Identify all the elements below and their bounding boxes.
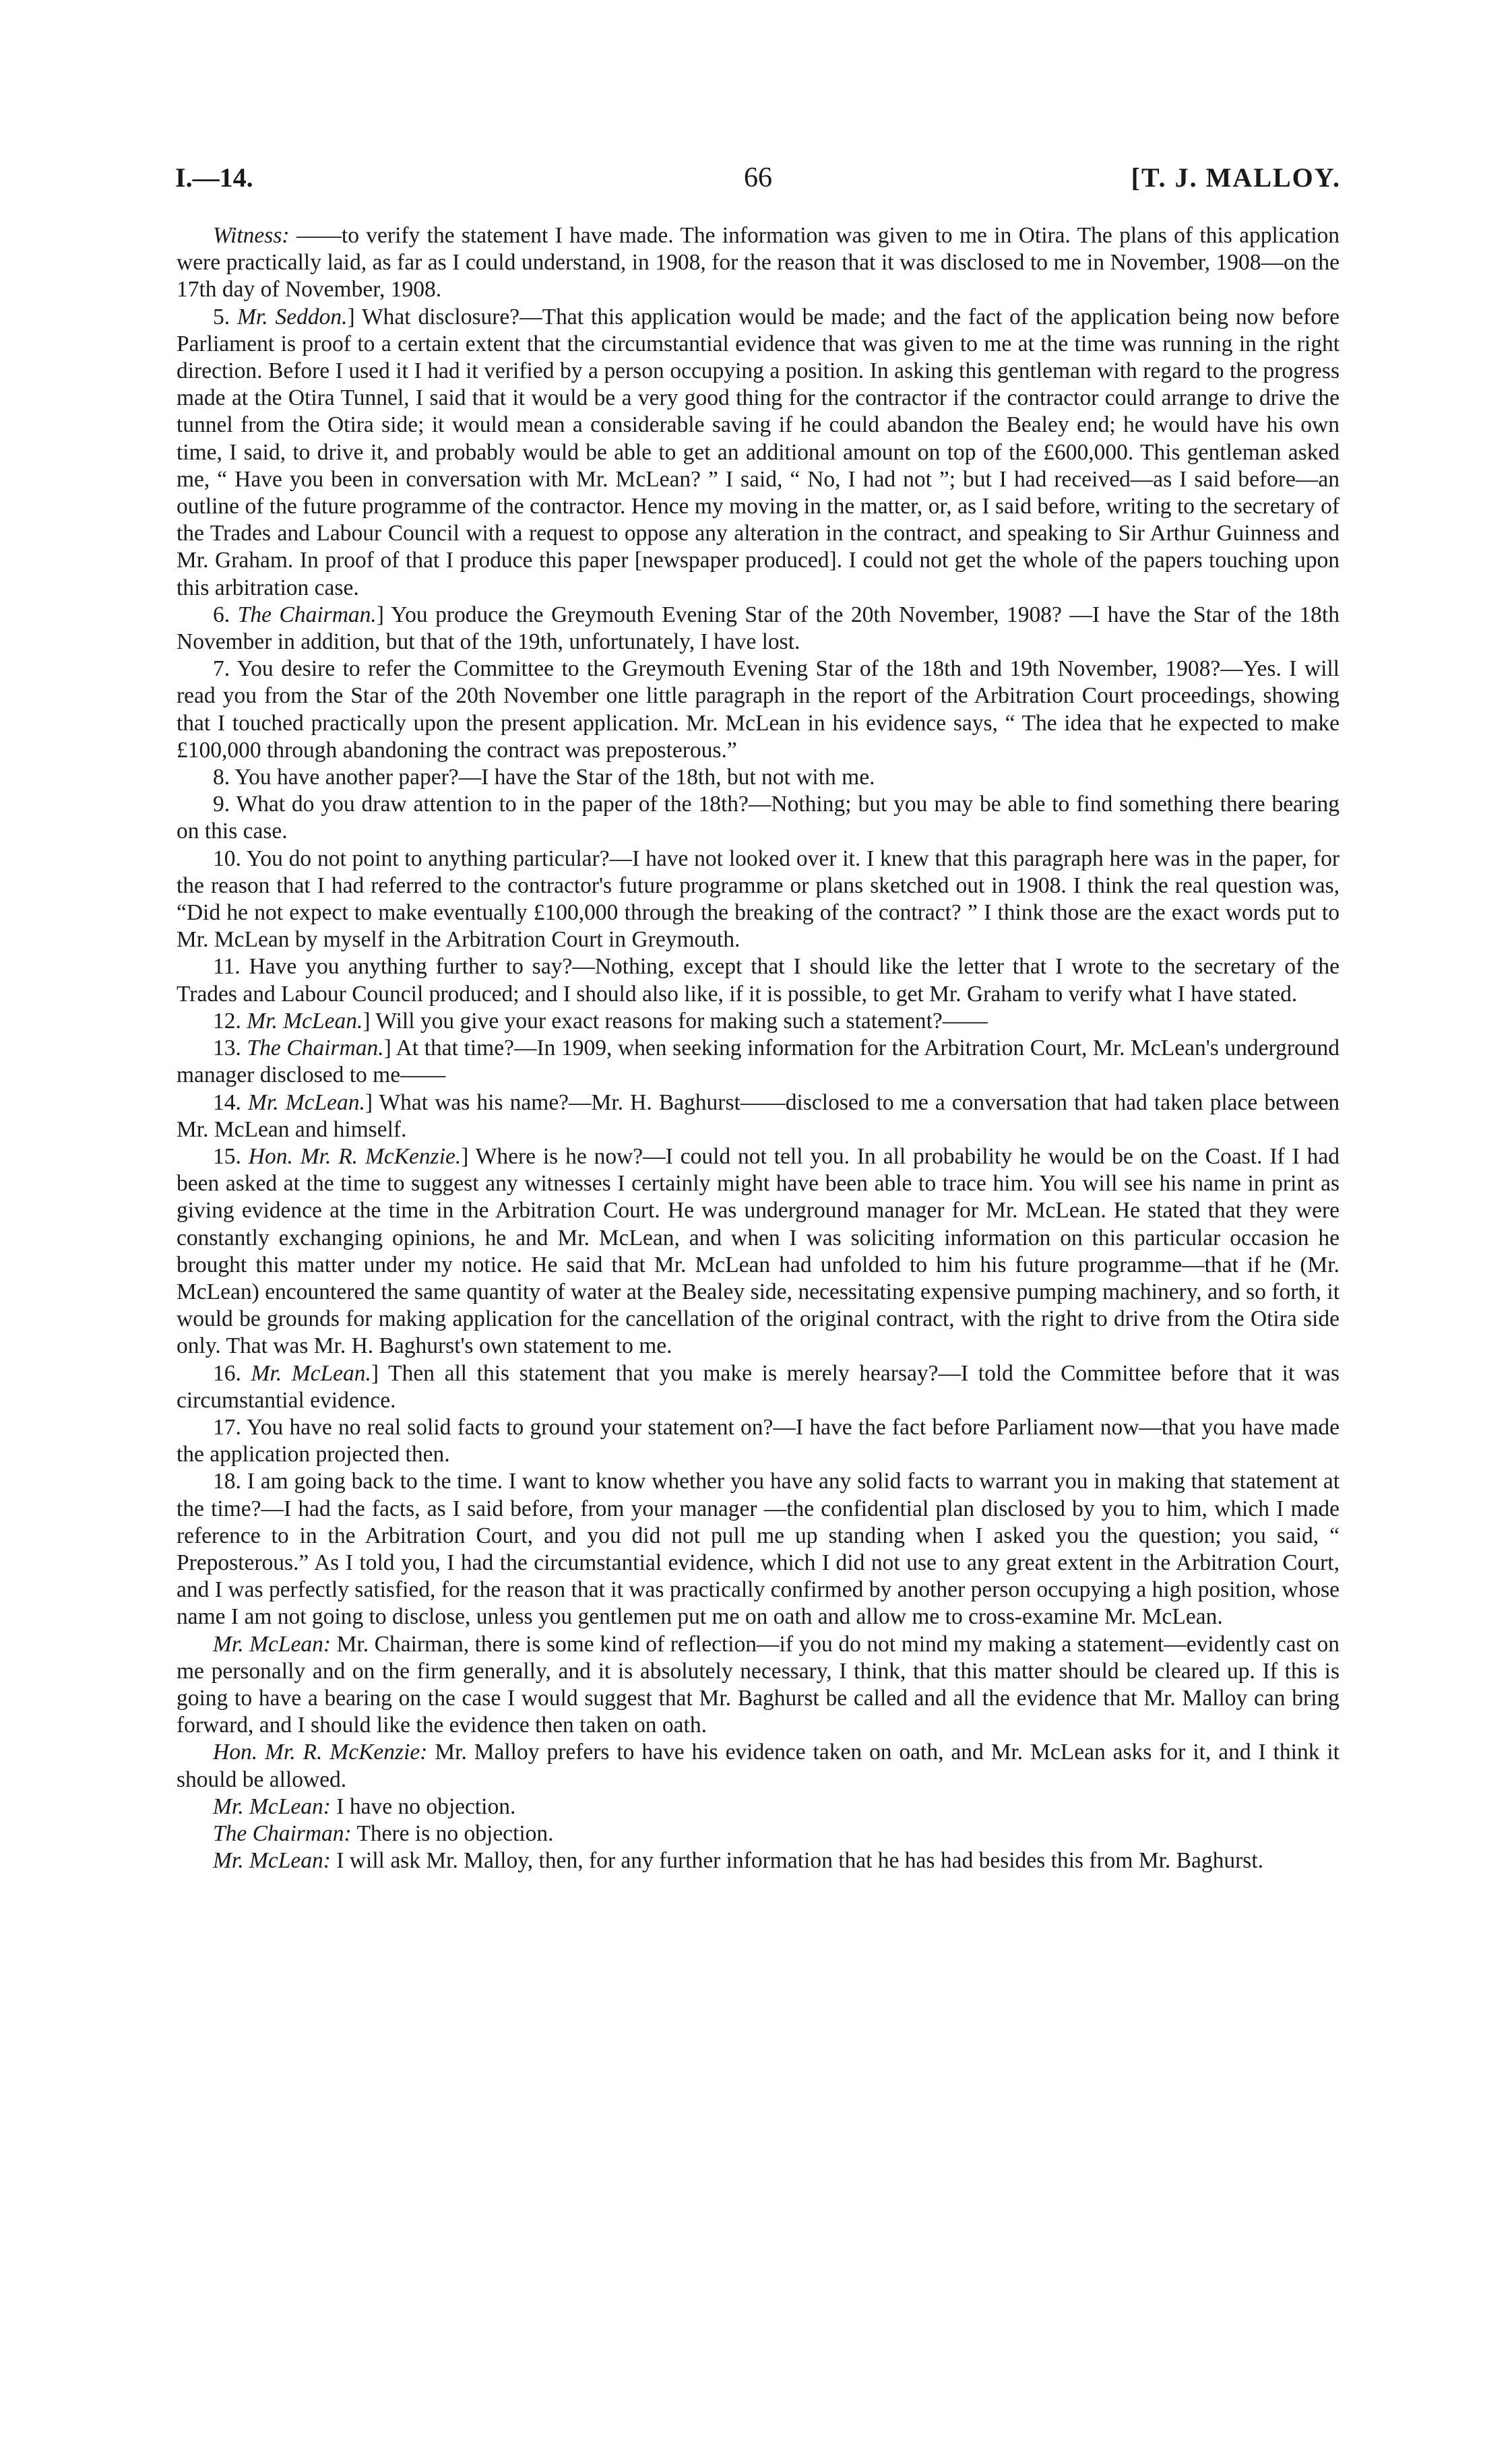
testimony-body	[177, 222, 1340, 1874]
paragraph: 12. Mr. McLean.] Will you give your exact reasons for making such a statement?——	[213, 1008, 988, 1034]
paragraph: The Chairman: There is no objection.	[213, 1820, 554, 1846]
paragraph: 18. I am going back to the time. I want to know whether you have any solid facts to warrant you in making that statement at the time?—I had the facts, as I said before, from your manager —the confidential plan disclosed by you to him, which I made reference to in the Arbitration Court, and you did not pull me up standing when I asked you the question; you said, “ Preposterous.” As I told you, I had the circumstantial evidence, which I did not use to any great extent in the Arbitration Court, and I was perfectly satisfied, for the reason that it was practically confirmed by another person occupying a high position, whose name I am not going to disclose, unless you gentlemen put me on oath and allow me to cross-examine Mr. McLean.	[177, 1469, 1340, 1630]
paragraph: 9. What do you draw attention to in the paper of the 18th?—Nothing; but you may be able to find something there bearing on this case.	[177, 792, 1340, 844]
paragraph: 10. You do not point to anything particular?—I have not looked over it. I knew that this paragraph here was in the paper, for the reason that I had referred to the contractor's future programme or plans sketched out in 1908. I think the real question was, “Did he not expect to make eventually £100,000 through the breaking of the contract? ” I think those are the exact words put to Mr. McLean by myself in the Arbitration Court in Greymouth.	[177, 846, 1340, 953]
witness-name-header: [T. J. MALLOY.	[1131, 162, 1341, 193]
paragraph: 16. Mr. McLean.] Then all this statement that you make is merely hearsay?—I told the Committee before that it was circumstantial evidence.	[177, 1360, 1340, 1413]
paragraph: 11. Have you anything further to say?—Nothing, except that I should like the letter that I wrote to the secretary of the Trades and Labour Council produced; and I should also like, if it is possible, to get Mr. Graham to verify what I have stated.	[177, 954, 1340, 1007]
paragraph: 14. Mr. McLean.] What was his name?—Mr. H. Baghurst——disclosed to me a conversation that had taken place between Mr. McLean and himself.	[177, 1089, 1340, 1142]
paragraph: Mr. McLean: I will ask Mr. Malloy, then, for any further information that he has had besides this from Mr. Baghurst.	[213, 1848, 1264, 1874]
document-reference: I.—14.	[175, 162, 253, 193]
paragraph: 13. The Chairman.] At that time?—In 1909, when seeking information for the Arbitration Court, Mr. McLean's underground manager disclosed to me——	[177, 1036, 1340, 1088]
paragraph: 5. Mr. Seddon.] What disclosure?—That this application would be made; and the fact of the application being now before Parliament is proof to a certain extent that the circumstantial evidence that was given to me at the time was running in the right direction. Before I used it I had it verified by a person occupying a position. In asking this gentleman with regard to the progress made at the Otira Tunnel, I said that it would be a very good thing for the contractor if the contractor could arrange to drive the tunnel from the Otira side; it would mean a considerable saving if he could abandon the Bealey end; he would have his own time, I said, to drive it, and probably would be able to get an additional amount on top of the £600,000. This gentleman asked me, “ Have you been in conversation with Mr. McLean? ” I said, “ No, I had not ”; but I had received—as I said before—an outline of the future programme of the contractor. Hence my moving in the matter, or, as I said before, writing to the secretary of the Trades and Labour Council with a request to oppose any alteration in the contract, and speaking to Sir Arthur Guinness and Mr. Graham. In proof of that I produce this paper [newspaper produced]. I could not get the whole of the papers touching upon this arbitration case.	[177, 304, 1340, 600]
paragraph: 7. You desire to refer the Committee to the Greymouth Evening Star of the 18th and 19th November, 1908?—Yes. I will read you from the Star of the 20th November one little paragraph in the report of the Arbitration Court proceedings, showing that I touched practically upon the present application. Mr. McLean in his evidence says, “ The idea that he expected to make £100,000 through abandoning the contract was preposterous.”	[177, 656, 1340, 763]
paragraph: Witness: ——to verify the statement I have made. The information was given to me in Otira. The plans of this application were practically laid, as far as I could understand, in 1908, for the reason that it was disclosed to me in November, 1908—on the 17th day of November, 1908.	[177, 223, 1340, 303]
paragraph: 15. Hon. Mr. R. McKenzie.] Where is he now?—I could not tell you. In all probability he would be on the Coast. If I had been asked at the time to suggest any witnesses I certainly might have been able to trace him. You will see his name in print as giving evidence at the time in the Arbitration Court. He was underground manager for Mr. McLean. He stated that they were constantly exchanging opinions, he and Mr. McLean, and when I was soliciting information on this particular occasion he brought this matter under my notice. He said that Mr. McLean had unfolded to him his future programme—that if he (Mr. McLean) encountered the same quantity of water at the Bealey side, necessitating expensive pumping machinery, and so forth, it would be grounds for making application for the cancellation of the original contract, with the right to drive from the Otira side only. That was Mr. H. Baghurst's own statement to me.	[177, 1143, 1340, 1359]
page-header	[175, 162, 1341, 202]
paragraph: Mr. McLean: Mr. Chairman, there is some kind of reflection—if you do not mind my making a statement—evidently cast on me personally and on the firm generally, and it is absolutely necessary, I think, that this matter should be cleared up. If this is going to have a bearing on the case I would suggest that Mr. Baghurst be called and all the evidence that Mr. Malloy can bring forward, and I should like the evidence then taken on oath.	[177, 1631, 1340, 1738]
paragraph: 8. You have another paper?—I have the Star of the 18th, but not with me.	[213, 765, 875, 790]
paragraph: Hon. Mr. R. McKenzie: Mr. Malloy prefers to have his evidence taken on oath, and Mr. McLean asks for it, and I think it should be allowed.	[177, 1740, 1340, 1792]
paragraph: 6. The Chairman.] You produce the Greymouth Evening Star of the 20th November, 1908? —I have the Star of the 18th November in addition, but that of the 19th, unfortunately, I have lost.	[177, 602, 1340, 655]
page-number: 66	[744, 162, 772, 193]
paragraph: 17. You have no real solid facts to ground your statement on?—I have the fact before Parliament now—that you have made the application projected then.	[177, 1414, 1340, 1467]
paragraph: Mr. McLean: I have no objection.	[213, 1794, 516, 1819]
